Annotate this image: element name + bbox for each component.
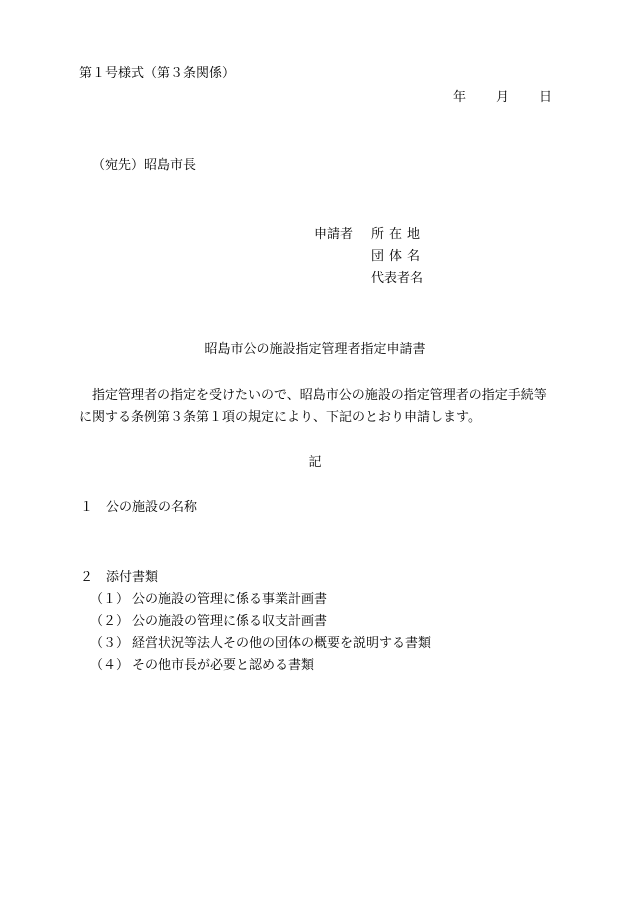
address-label: 所在地 bbox=[371, 227, 426, 242]
section-facility-name bbox=[80, 500, 197, 517]
date-year-label: 年 bbox=[453, 90, 467, 105]
list-item-text: 経営状況等法人その他の団体の概要を説明する書類 bbox=[132, 636, 432, 651]
list-item bbox=[90, 614, 431, 636]
list-item-index: （３） bbox=[90, 636, 130, 651]
applicant-label: 申請者 bbox=[314, 227, 354, 242]
application-body-text: 指定管理者の指定を受けたいので、昭島市公の施設の指定管理者の指定手続等に関する条例第３条第１項の規定により、下記のとおり申請します。 bbox=[79, 388, 547, 425]
section-label: 添付書類 bbox=[106, 570, 159, 585]
list-item-index: （２） bbox=[90, 614, 130, 629]
date-line bbox=[453, 90, 552, 107]
date-day-label: 日 bbox=[539, 90, 553, 105]
section-label: 公の施設の名称 bbox=[106, 500, 198, 515]
addressee: （宛先）昭島市長 bbox=[92, 158, 197, 173]
list-item bbox=[90, 592, 431, 614]
group-name-label: 団体名 bbox=[371, 249, 426, 264]
section-number: ２ bbox=[80, 570, 94, 585]
applicant-fields bbox=[371, 227, 425, 293]
list-item-index: （１） bbox=[90, 592, 130, 607]
representative-label: 代表者名 bbox=[371, 271, 424, 286]
attachment-list bbox=[90, 592, 431, 680]
form-number: 第１号様式（第３条関係） bbox=[79, 66, 236, 81]
ki-heading: 記 bbox=[308, 455, 322, 470]
list-item bbox=[90, 636, 431, 658]
list-item-index: （４） bbox=[90, 658, 130, 673]
list-item-text: その他市長が必要と認める書類 bbox=[132, 658, 315, 673]
section-number: １ bbox=[80, 500, 94, 515]
date-month-label: 月 bbox=[496, 90, 510, 105]
list-item-text: 公の施設の管理に係る収支計画書 bbox=[132, 614, 328, 629]
list-item bbox=[90, 658, 431, 680]
list-item-text: 公の施設の管理に係る事業計画書 bbox=[132, 592, 328, 607]
document-title: 昭島市公の施設指定管理者指定申請書 bbox=[204, 342, 426, 357]
section-attachments bbox=[80, 570, 158, 587]
